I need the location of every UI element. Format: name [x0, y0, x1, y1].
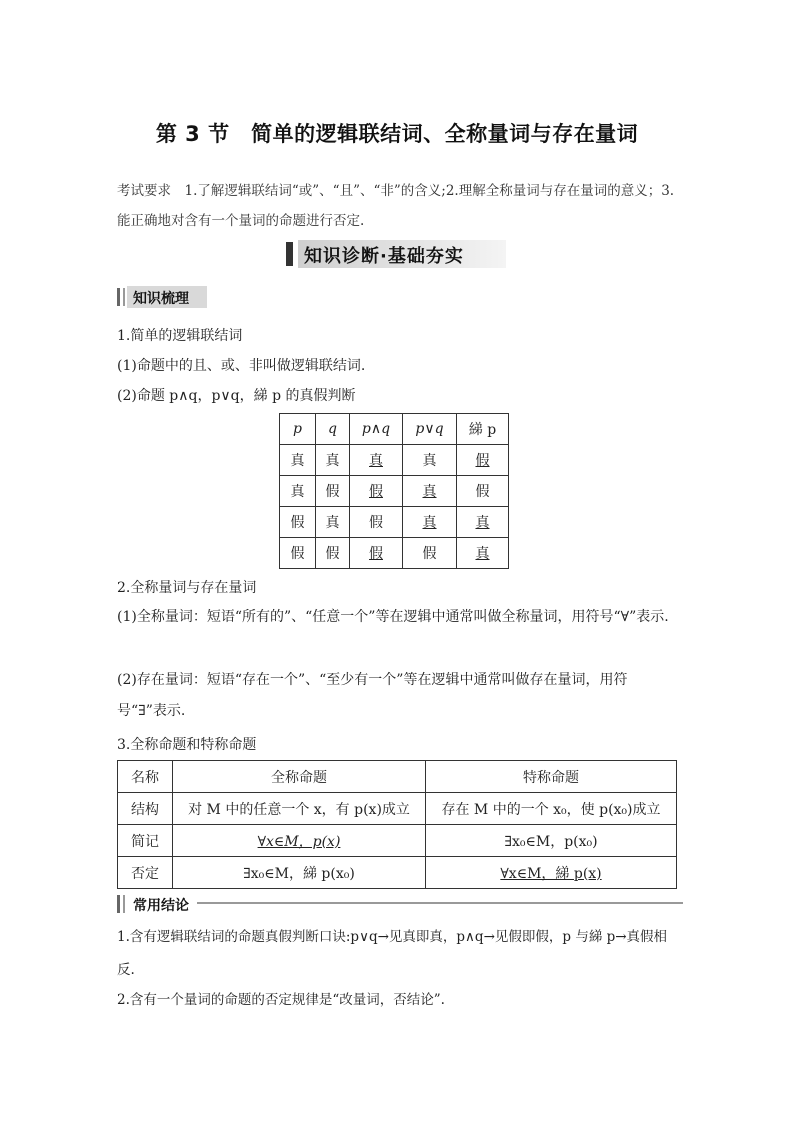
answer-blank: 真 [422, 515, 437, 531]
table-header-cell: 特称命题 [426, 761, 677, 793]
table-header-row [280, 414, 509, 445]
table-cell: 存在 M 中的一个 x₀，使 p(x₀)成立 [426, 793, 677, 825]
table-cell [457, 538, 509, 569]
table-row [118, 825, 677, 857]
table-cell: 真 [280, 445, 316, 476]
table-cell: 否定 [118, 857, 173, 889]
table-cell: 真 [316, 507, 350, 538]
section-banner [286, 240, 506, 268]
table-cell [403, 476, 457, 507]
table-header-cell: 綈 p [457, 414, 509, 445]
table-header-row [118, 761, 677, 793]
table-cell: 真 [280, 476, 316, 507]
answer-blank: 假 [369, 484, 383, 500]
heading-propositions: 3.全称命题和特称命题 [117, 737, 257, 753]
answer-blank: 真 [422, 484, 437, 500]
table-cell: 简记 [118, 825, 173, 857]
table-row [280, 445, 509, 476]
table-cell: 假 [280, 538, 316, 569]
paragraph-truth-judgement: (2)命题 p∧q，p∨q，綈 p 的真假判断 [117, 388, 356, 404]
section-divider [117, 902, 683, 904]
answer-blank: 假 [475, 453, 490, 469]
answer-blank: ∀x∈M，綈 p(x) [500, 865, 602, 882]
exam-requirements: 考试要求 1.了解逻辑联结词“或”、“且”、“非”的含义;2.理解全称量词与存在量词的意义；3.能正确地对含有一个量词的命题进行否定. [117, 183, 675, 229]
table-cell: ∃x₀∈M，p(x₀) [426, 825, 677, 857]
conclusion-1: 1.含有逻辑联结词的命题真假判断口诀:p∨q→见真即真，p∧q→见假即假，p 与綈 p→真假相反. [117, 929, 668, 978]
section-header-conclusion: 常用结论 [117, 893, 197, 915]
table-cell: 真 [316, 445, 350, 476]
table-cell [457, 445, 509, 476]
table-cell: 结构 [118, 793, 173, 825]
table-row [118, 793, 677, 825]
answer-blank: 真 [475, 515, 490, 531]
table-cell: 假 [457, 476, 509, 507]
banner-bar [286, 242, 293, 266]
answer-blank: 假 [369, 546, 383, 562]
paragraph-existential-quantifier: (2)存在量词：短语“存在一个”、“至少有一个”等在逻辑中通常叫做存在量词，用符号“∃”表示. [117, 672, 628, 719]
table-header-cell: q [316, 414, 350, 445]
table-header-cell: p∨q [403, 414, 457, 445]
table-header-cell: p∧q [350, 414, 403, 445]
page-title: 第 3 节 简单的逻辑联结词、全称量词与存在量词 [155, 122, 639, 146]
propositions-table [117, 760, 677, 889]
table-cell [457, 507, 509, 538]
table-header-cell: p [280, 414, 316, 445]
table-cell: 假 [350, 507, 403, 538]
paragraph-connectives-definition: (1)命题中的且、或、非叫做逻辑联结词. [117, 358, 366, 374]
table-row [118, 857, 677, 889]
table-row [280, 507, 509, 538]
table-cell: 对 M 中的任意一个 x，有 p(x)成立 [173, 793, 426, 825]
answer-blank: 真 [369, 453, 383, 469]
conclusion-2: 2.含有一个量词的命题的否定规律是“改量词，否结论”. [117, 992, 445, 1008]
heading-quantifiers: 2.全称量词与存在量词 [117, 580, 257, 596]
answer-blank: 真 [475, 546, 490, 562]
table-cell: 假 [280, 507, 316, 538]
table-header-cell: 名称 [118, 761, 173, 793]
table-cell [350, 538, 403, 569]
banner-title: 知识诊断·基础夯实 [304, 246, 464, 267]
table-cell: ∃x₀∈M，綈 p(x₀) [173, 857, 426, 889]
table-row [280, 476, 509, 507]
paragraph-universal-quantifier: (1)全称量词：短语“所有的”、“任意一个”等在逻辑中通常叫做全称量词，用符号“∀”表示. [117, 609, 669, 625]
answer-blank: ∀x∈M，p(x) [257, 833, 341, 850]
table-cell [173, 825, 426, 857]
truth-table [279, 413, 509, 569]
section-header-knowledge: 知识梳理 [117, 286, 207, 308]
heading-logical-connectives: 1.简单的逻辑联结词 [117, 328, 243, 344]
table-cell [350, 476, 403, 507]
table-header-cell: 全称命题 [173, 761, 426, 793]
table-cell: 假 [403, 538, 457, 569]
table-row [280, 538, 509, 569]
table-cell: 假 [316, 538, 350, 569]
table-cell [403, 507, 457, 538]
table-cell [426, 857, 677, 889]
table-cell: 真 [403, 445, 457, 476]
table-cell [350, 445, 403, 476]
table-cell: 假 [316, 476, 350, 507]
